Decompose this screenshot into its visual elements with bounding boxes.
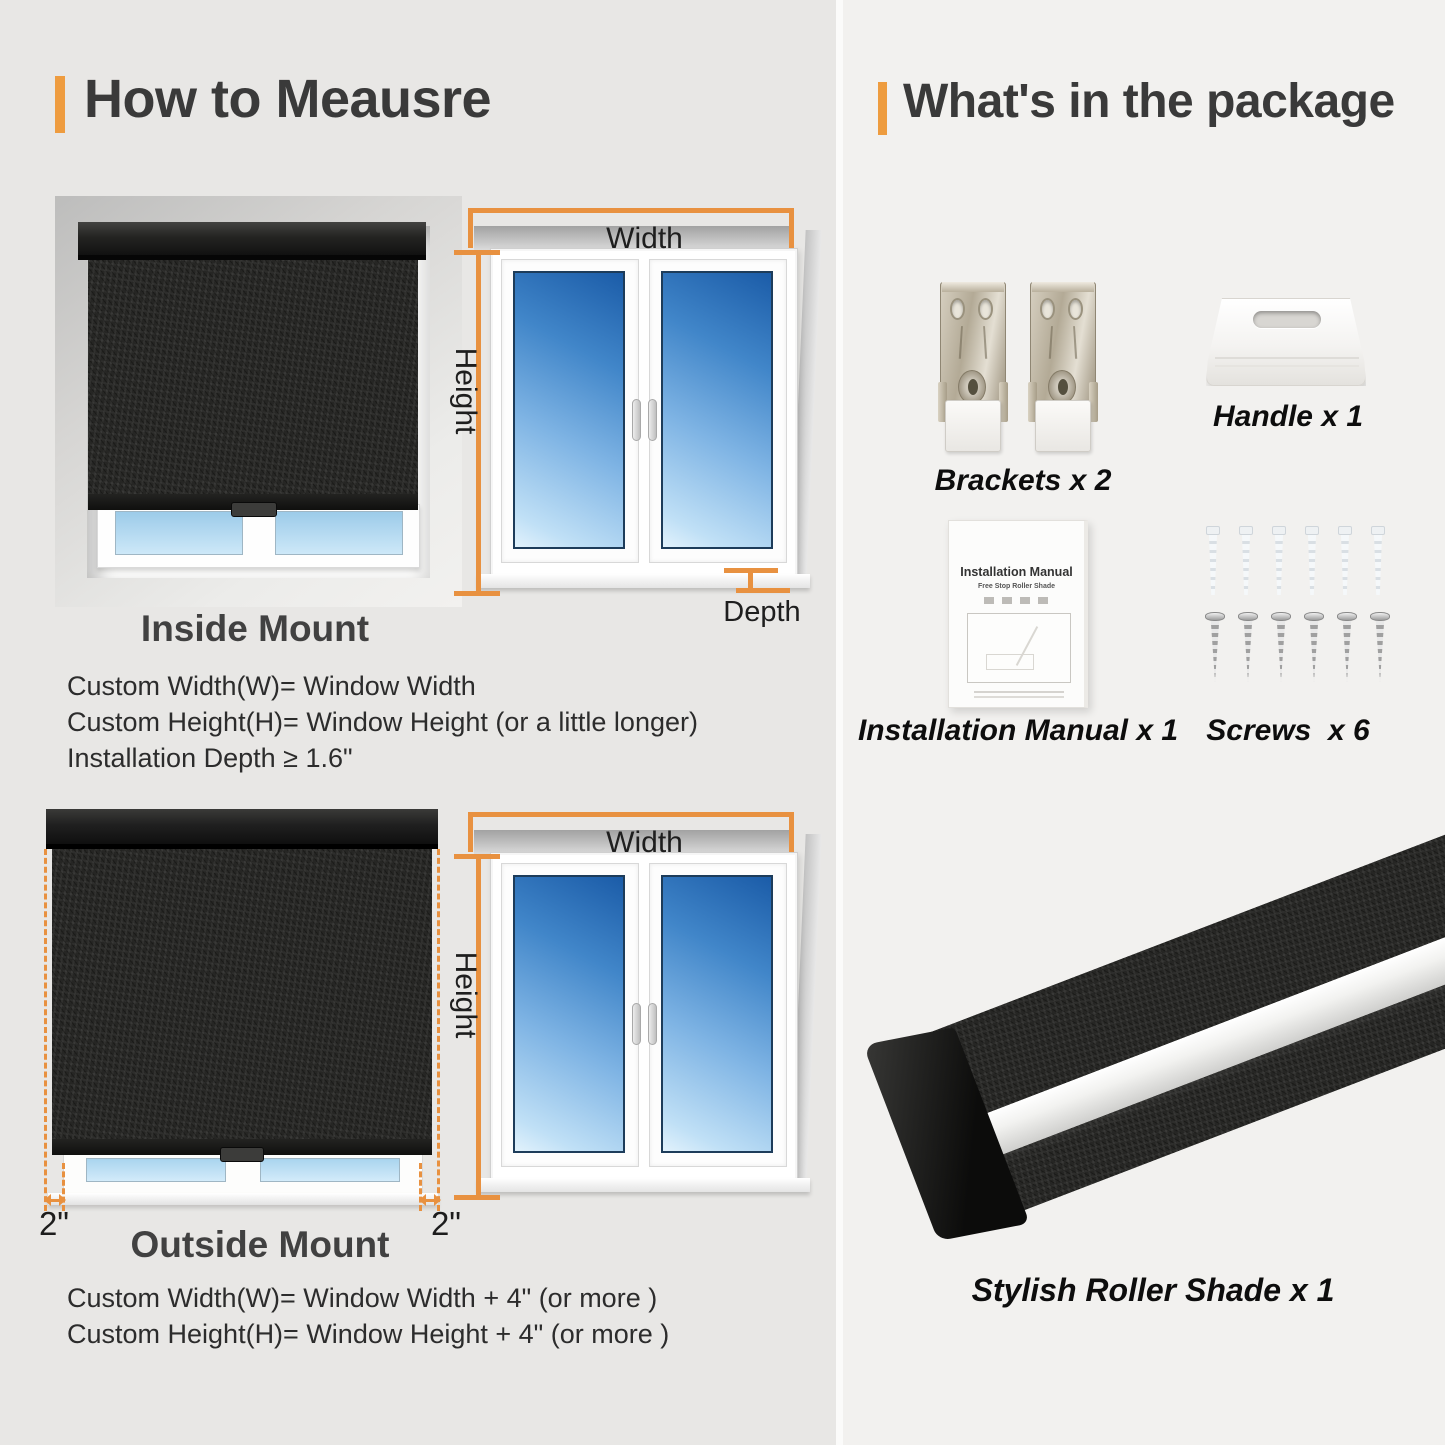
screws-label: Screws x 6 xyxy=(1206,714,1370,747)
window-pane xyxy=(275,511,403,555)
outside-window-diagram xyxy=(449,800,837,1230)
window-pane xyxy=(513,271,625,549)
measure-cap xyxy=(454,854,500,859)
shade-label: Stylish Roller Shade x 1 xyxy=(971,1272,1335,1308)
window-frame xyxy=(490,248,798,578)
outside-mount-instructions xyxy=(67,1280,827,1352)
width-measure-line xyxy=(468,208,794,213)
measure-cap xyxy=(454,250,500,255)
outside-mount-heading: Outside Mount xyxy=(130,1224,390,1265)
handle-ridge xyxy=(1215,357,1359,359)
shade-fabric xyxy=(52,849,432,1147)
shade-pull-handle xyxy=(220,1147,264,1162)
width-measure-line xyxy=(468,812,794,817)
wall-anchor-icon xyxy=(1370,526,1386,598)
screw-hole xyxy=(1068,298,1083,320)
screw-hole xyxy=(1040,298,1055,320)
window-frame xyxy=(490,852,798,1182)
window-sill xyxy=(48,1193,438,1205)
bracket-flange xyxy=(1032,282,1094,292)
window-pane xyxy=(260,1158,400,1182)
bracket-slot xyxy=(958,370,986,404)
inside-mount-heading: Inside Mount xyxy=(140,608,370,649)
window-pane xyxy=(513,875,625,1153)
handle-ridge xyxy=(1215,365,1359,367)
screw-icon xyxy=(1304,612,1324,684)
bracket-slot xyxy=(1048,370,1076,404)
wall-anchor-icon xyxy=(1205,526,1221,598)
roller-shade-icon xyxy=(875,810,1445,1240)
width-label: Width xyxy=(606,826,683,859)
inside-window-diagram xyxy=(449,196,837,628)
instruction-line: Custom Width(W)= Window Width + 4" (or more ) xyxy=(67,1283,658,1313)
brackets-label: Brackets x 2 xyxy=(934,464,1112,497)
shade-pull-handle xyxy=(231,502,277,517)
wall-anchor-icon xyxy=(1304,526,1320,598)
overhang-arrow-icon xyxy=(421,1199,439,1202)
dashed-guide-line xyxy=(44,849,47,1211)
window-handle-icon xyxy=(632,1003,641,1045)
manual-cover-title: Installation Manual xyxy=(960,565,1073,579)
overhang-arrow-icon xyxy=(46,1199,64,1202)
window-handle-icon xyxy=(632,399,641,441)
screw-hole xyxy=(978,298,993,320)
handle-label: Handle x 1 xyxy=(1212,400,1364,433)
manual-fine-print xyxy=(974,691,1064,693)
wall-anchor-icon xyxy=(1337,526,1353,598)
width-label: Width xyxy=(606,222,683,255)
bracket-groove xyxy=(959,326,987,359)
window-pane xyxy=(115,511,243,555)
manual-icon xyxy=(948,520,1088,708)
bracket-icon xyxy=(1030,282,1096,456)
screw-icon xyxy=(1205,612,1225,684)
shade-fabric xyxy=(88,260,418,502)
inside-mount-instructions xyxy=(67,668,827,776)
package-panel xyxy=(843,0,1445,1445)
window-door xyxy=(501,863,639,1167)
accent-bar-icon xyxy=(878,82,887,135)
bracket-clip xyxy=(945,400,1001,452)
overhang-left-label: 2" xyxy=(38,1205,70,1242)
window-door xyxy=(649,863,787,1167)
inside-mount-illustration xyxy=(55,196,462,607)
instruction-line: Installation Depth ≥ 1.6" xyxy=(67,743,353,773)
instruction-line: Custom Height(H)= Window Height + 4" (or more ) xyxy=(67,1319,670,1349)
window-pane xyxy=(661,875,773,1153)
panel-divider xyxy=(836,0,843,1445)
bracket-clip xyxy=(1035,400,1091,452)
shade-cassette xyxy=(78,222,426,260)
dashed-guide-line xyxy=(437,849,440,1211)
bracket-flange xyxy=(942,282,1004,292)
depth-measure-icon xyxy=(748,573,753,588)
height-label: Height xyxy=(449,951,482,1039)
window-handle-icon xyxy=(648,1003,657,1045)
instruction-line: Custom Width(W)= Window Width xyxy=(67,671,476,701)
window-pane xyxy=(661,271,773,549)
package-title: What's in the package xyxy=(903,75,1395,128)
depth-measure-icon xyxy=(736,588,790,593)
bracket-groove xyxy=(1049,326,1077,359)
overhang-right-label: 2" xyxy=(430,1205,462,1242)
screw-hole xyxy=(950,298,965,320)
window-sill xyxy=(478,1178,810,1192)
manual-icons xyxy=(984,597,1054,604)
window-handle-icon xyxy=(648,399,657,441)
height-label: Height xyxy=(449,347,482,435)
instruction-line: Custom Height(H)= Window Height (or a little longer) xyxy=(67,707,698,737)
shade-cassette xyxy=(46,809,438,849)
outside-mount-illustration xyxy=(38,795,468,1247)
window-door xyxy=(501,259,639,563)
screw-icon xyxy=(1271,612,1291,684)
wall-anchor-icon xyxy=(1238,526,1254,598)
measure-cap xyxy=(454,591,500,596)
window-door xyxy=(649,259,787,563)
screw-icon xyxy=(1370,612,1390,684)
screw-icon xyxy=(1337,612,1357,684)
manual-cover-subtitle: Free Stop Roller Shade xyxy=(977,583,1056,590)
handle-slot xyxy=(1253,311,1321,328)
accent-bar-icon xyxy=(55,76,65,133)
handle-icon xyxy=(1206,298,1366,386)
measure-title: How to Meausre xyxy=(84,69,492,129)
manual-diagram xyxy=(967,613,1071,683)
window-pane xyxy=(86,1158,226,1182)
screw-icon xyxy=(1238,612,1258,684)
wall-anchor-icon xyxy=(1271,526,1287,598)
measure-cap xyxy=(454,1195,500,1200)
manual-label: Installation Manual x 1 xyxy=(857,714,1179,747)
window-sill xyxy=(478,574,810,588)
bracket-icon xyxy=(940,282,1006,456)
depth-label: Depth xyxy=(723,596,801,628)
